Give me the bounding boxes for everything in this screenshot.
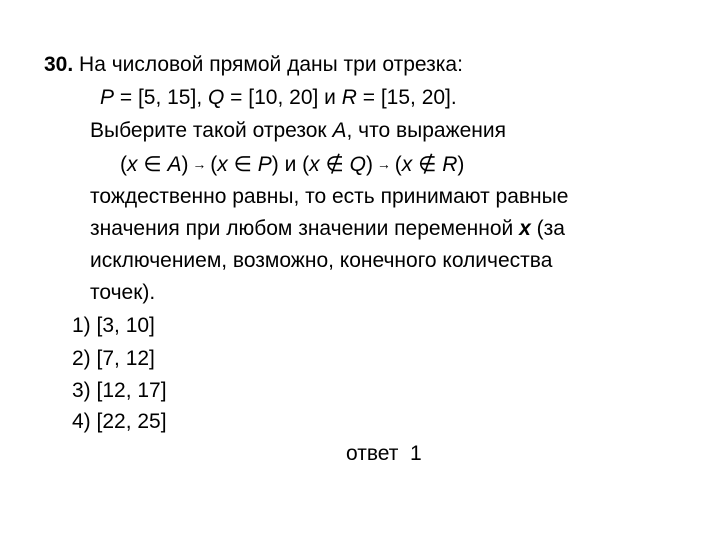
task-line-1-variable: A: [332, 119, 347, 142]
task-line-5: исключением, возможно, конечного количества: [90, 249, 553, 272]
task-line-3: тождественно равны, то есть принимают равные: [90, 185, 569, 208]
expr-variable-x: x: [401, 153, 413, 176]
answer-option-2: 2) [7, 12]: [72, 347, 155, 370]
paren-open: (: [210, 153, 218, 176]
not-element-of-symbol: ∉: [319, 153, 350, 176]
element-of-symbol: ∈: [227, 153, 258, 176]
segment-p-name: P: [100, 86, 115, 109]
paren-close: ): [457, 153, 465, 176]
expr-variable-x: x: [127, 153, 138, 176]
segment-p-value: = [5, 15],: [114, 86, 208, 109]
task-line-4: [90, 216, 565, 242]
segment-r-name: R: [341, 86, 357, 109]
not-element-of-symbol: ∉: [412, 153, 443, 176]
implication-arrow: →: [372, 156, 395, 172]
conjunction-word: и: [278, 153, 303, 176]
paren-open: (: [302, 153, 310, 176]
expr-variable-x: x: [217, 153, 228, 176]
paren-open: (: [120, 153, 127, 176]
task-line-4-variable: x: [519, 217, 531, 240]
element-of-symbol: ∈: [137, 153, 168, 176]
answer-option-4: 4) [22, 25]: [72, 410, 167, 433]
answer-option-1: 1) [3, 10]: [72, 314, 155, 337]
implication-arrow: →: [188, 156, 211, 172]
expr-set-q: Q: [349, 153, 366, 176]
paren-close: ): [271, 153, 279, 176]
task-line-1-text-b: , что выражения: [346, 119, 506, 142]
expr-variable-x: x: [309, 153, 320, 176]
segment-r-value: = [15, 20].: [356, 86, 457, 109]
answer-text: ответ 1: [346, 442, 422, 465]
logic-expression: [120, 151, 464, 178]
paren-close: ): [365, 153, 373, 176]
task-line-1-text-a: Выберите такой отрезок: [90, 119, 333, 142]
problem-intro: На числовой прямой даны три отрезка:: [73, 53, 463, 76]
paren-close: ): [181, 153, 189, 176]
task-line-1: [90, 118, 506, 144]
expr-set-a: A: [167, 153, 182, 176]
problem-number: 30.: [44, 53, 74, 76]
paren-open: (: [394, 153, 402, 176]
expr-set-r: R: [442, 153, 458, 176]
answer-option-3: 3) [12, 17]: [72, 379, 167, 402]
task-line-4-text-a: значения при любом значении переменной: [90, 217, 520, 240]
segment-q-value: = [10, 20] и: [224, 86, 342, 109]
segment-q-name: Q: [208, 86, 225, 109]
expr-set-p: P: [257, 153, 272, 176]
task-line-4-text-b: (за: [530, 217, 565, 240]
problem-header: [44, 52, 463, 78]
segments-definition: [100, 85, 457, 111]
task-line-6: точек).: [90, 281, 156, 304]
